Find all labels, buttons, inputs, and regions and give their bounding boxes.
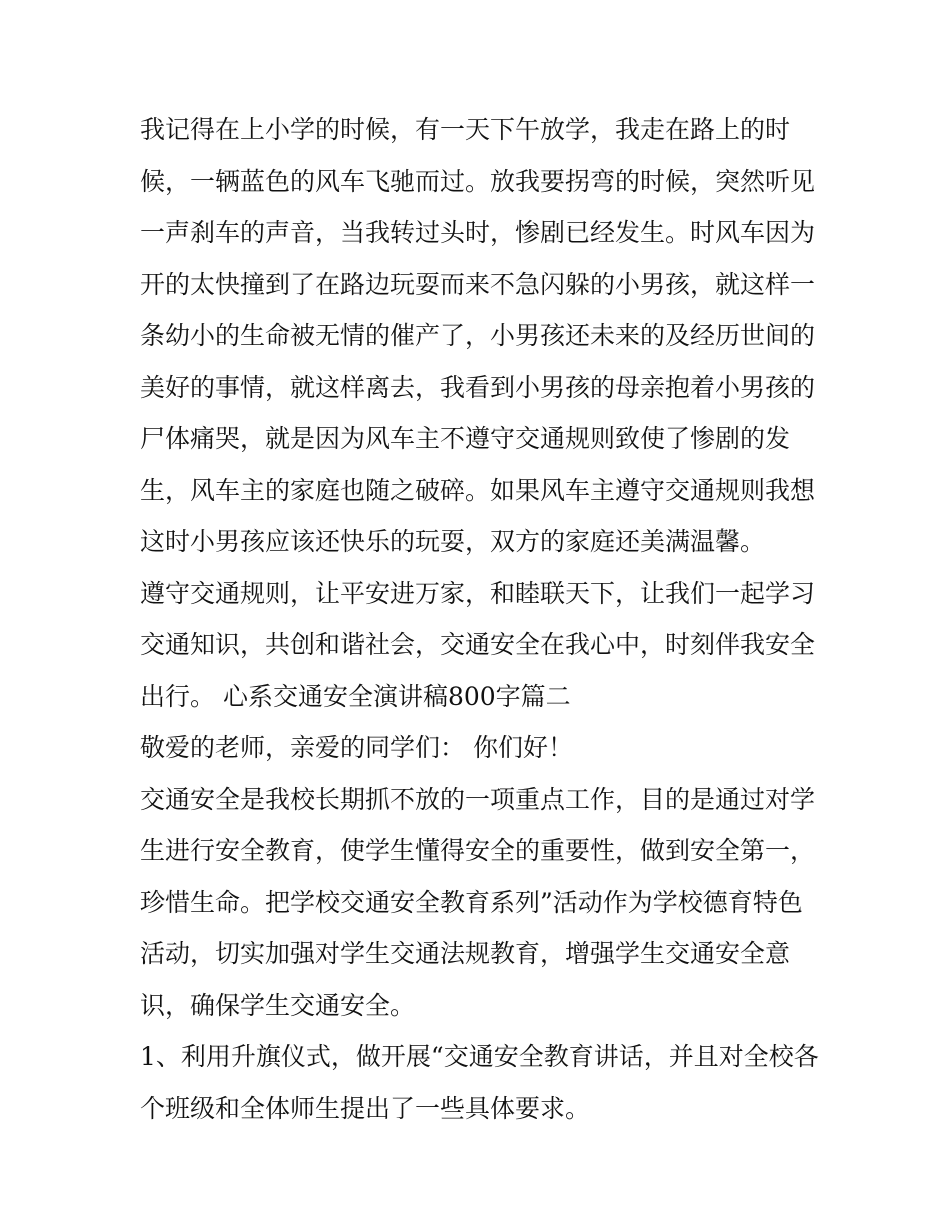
text-line: 识，确保学生交通安全。	[140, 990, 416, 1020]
text-line: 开的太快撞到了在路边玩耍而来不急闪躲的小男孩，就这样一	[140, 269, 816, 299]
text-line: 美好的事情，就这样离去，我看到小男孩的母亲抱着小男孩的	[140, 372, 816, 402]
text-line: 出行。 心系交通安全演讲稿800字篇二	[140, 681, 571, 711]
text-line: 遵守交通规则，让平安进万家，和睦联天下，让我们一起学习	[140, 578, 816, 608]
text-line: 尸体痛哭，就是因为风车主不遵守交通规则致使了惨剧的发	[140, 424, 791, 453]
text-line: 交通安全是我校长期抓不放的一项重点工作，目的是通过对学	[140, 784, 816, 814]
text-line: 个班级和全体师生提出了一些具体要求。	[140, 1093, 591, 1123]
text-line: 我记得在上小学的时候，有一天下午放学，我走在路上的时	[140, 115, 791, 144]
text-line: 1、利用升旗仪式，做开展“交通安全教育讲话，并且对全校各	[140, 1042, 819, 1071]
text-line: 条幼小的生命被无情的催产了，小男孩还未来的及经历世间的	[140, 321, 816, 350]
text-line: 珍惜生命。把学校交通安全教育系列”活动作为学校德育特色	[140, 887, 803, 917]
text-line: 生，风车主的家庭也随之破碎。如果风车主遵守交通规则我想	[140, 475, 816, 505]
text-line: 活动，切实加强对学生交通法规教育，增强学生交通安全意	[140, 939, 791, 968]
text-line: 生进行安全教育，使学生懂得安全的重要性，做到安全第一，	[140, 836, 816, 865]
text-line: 候，一辆蓝色的风车飞驰而过。放我要拐弯的时候，突然听见	[140, 166, 816, 196]
text-line: 交通知识，共创和谐社会，交通安全在我心中，时刻伴我安全	[140, 630, 816, 659]
text-line: 一声刹车的声音，当我转过头时，惨剧已经发生。时风车因为	[140, 218, 816, 247]
document-body	[140, 104, 820, 1134]
text-line: 这时小男孩应该还快乐的玩耍，双方的家庭还美满温馨。	[140, 527, 766, 556]
text-line: 敬爱的老师，亲爱的同学们： 你们好！	[140, 733, 573, 762]
